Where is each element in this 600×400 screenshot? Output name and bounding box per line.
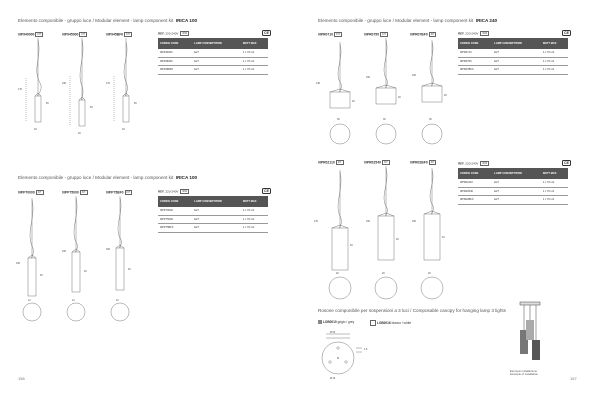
spec-table [458, 38, 568, 75]
product-code: 0IPR02110 KIT [318, 160, 342, 165]
svg-text:40: 40 [442, 236, 445, 239]
column-header: CODICE CODE [458, 38, 492, 49]
table-row: 0IPR02540 E27 1 x 70 mb [458, 187, 568, 196]
svg-text:20: 20 [382, 272, 385, 275]
kit-tag: KIT [336, 33, 340, 36]
kit-tag: KIT [126, 191, 131, 194]
svg-text:150: 150 [62, 250, 66, 253]
svg-text:20: 20 [444, 94, 447, 97]
svg-text:4.5: 4.5 [364, 348, 368, 351]
white-swatch-icon [370, 320, 376, 326]
spec-table [158, 38, 268, 75]
section-header [318, 18, 497, 23]
kit-tag: KIT [126, 33, 130, 36]
product-code: 0IP940000 KIT [18, 32, 42, 37]
header-text: Elemento componibile - gruppo luce / Modular element - lamp component kit [18, 175, 174, 180]
product-code: 0IPP75BF0 KIT [106, 190, 131, 195]
svg-text:20: 20 [336, 272, 339, 275]
table-row: 0IP940000 E27 1 x 70 mb [158, 49, 268, 57]
color-swatch-grey: LOB0010 grigio / grey [318, 320, 354, 324]
svg-text:170: 170 [106, 82, 110, 85]
table-row: 0IP945BF0 E27 1 x 70 mb [158, 66, 268, 75]
svg-text:20: 20 [122, 128, 125, 131]
svg-text:150: 150 [106, 248, 110, 251]
pendant-shape [532, 340, 540, 360]
svg-text:190: 190 [62, 82, 66, 85]
column-header: LAMP CONVERTITORI [192, 38, 241, 49]
kit-tag: KIT [337, 161, 342, 164]
svg-text:170: 170 [18, 88, 22, 91]
kit-tag: KIT [37, 33, 42, 36]
color-swatch-white: LOB0016 bianco / white [370, 320, 411, 326]
ce-mark: CE [264, 31, 269, 35]
svg-text:50: 50 [46, 102, 49, 105]
table-row: 0IPR02110 E27 1 x 70 mb [458, 179, 568, 187]
svg-text:20: 20 [398, 96, 401, 99]
kit-tag: KIT [37, 191, 42, 194]
product-code: 0IPR07BF0 KIT [410, 32, 435, 37]
voltage-info: REF. 220-240V IP20 [158, 31, 188, 36]
svg-text:40: 40 [84, 270, 87, 273]
canopy-drawing [320, 332, 380, 382]
svg-text:40: 40 [128, 268, 131, 271]
header-text: Elemento componibile - gruppo luce / Modular element - lamp component kit [318, 18, 474, 23]
svg-text:150: 150 [366, 220, 370, 223]
product-code: 0IPR0750 KIT [364, 32, 386, 37]
product-code: 0IP945000 KIT [62, 32, 86, 37]
section-header [18, 18, 197, 23]
column-header: LAMP CONVERTITORI [492, 38, 541, 49]
ce-mark: CE [564, 161, 569, 165]
header-text: Elemento componibile - gruppo luce / Modular element - lamp component kit [18, 18, 174, 23]
svg-text:12: 12 [28, 299, 31, 302]
svg-text:30: 30 [429, 118, 432, 121]
column-header: WATT MAX [541, 168, 568, 179]
ce-mark: CE [264, 189, 269, 193]
product-code: 0IPP75000 KIT [62, 190, 86, 195]
column-header: WATT MAX [241, 38, 268, 49]
product-code: 0IPP70000 KIT [18, 190, 42, 195]
kit-tag: KIT [81, 33, 86, 36]
installation-caption: Esempio installazione Example of installation [510, 369, 538, 377]
column-header: CODICE CODE [158, 196, 192, 207]
svg-text:140: 140 [316, 82, 320, 85]
table-row: 0IPR02BF0 E27 1 x 70 mb [458, 196, 568, 205]
svg-text:50: 50 [90, 106, 93, 109]
column-header: CODICE CODE [458, 168, 492, 179]
product-code: 0IP945BF0 KIT [106, 32, 130, 37]
kit-tag: KIT [382, 33, 386, 36]
grey-swatch-icon [318, 320, 322, 324]
table-row: 0IPP75BF0 E27 1 x 70 mb [158, 224, 268, 233]
header-model: IRICA 100 [175, 18, 198, 23]
page-number: 156 [18, 376, 25, 381]
svg-text:30: 30 [337, 118, 340, 121]
svg-text:20: 20 [78, 132, 81, 135]
svg-text:170: 170 [314, 220, 318, 223]
svg-text:30: 30 [383, 118, 386, 121]
column-header: LAMP CONVERTITORI [492, 168, 541, 179]
product-code: 0IPR02540 KIT [364, 160, 388, 165]
voltage-info: REF. 220-240V IP20 [458, 31, 488, 36]
svg-text:150: 150 [16, 262, 20, 265]
kit-tag: KIT [430, 33, 435, 36]
svg-text:150: 150 [366, 76, 370, 79]
product-code: 0IPR0710 KIT [318, 32, 340, 37]
svg-text:Ø 40: Ø 40 [330, 377, 336, 380]
table-row: 0IPP70000 E27 1 x 70 mb [158, 207, 268, 215]
svg-text:40: 40 [396, 238, 399, 241]
header-model: IRICA 100 [175, 175, 198, 180]
pendant-drawings [10, 38, 160, 148]
ce-mark: CE [564, 31, 569, 35]
column-header: LAMP CONVERTITORI [192, 196, 241, 207]
svg-text:50: 50 [134, 102, 137, 105]
svg-text:12: 12 [116, 299, 119, 302]
table-row: 0IPR07BF0 E27 1 x 70 mb [458, 66, 568, 75]
svg-text:40: 40 [40, 274, 43, 277]
table-row: 0IPR0750 E27 1 x 70 mb [458, 57, 568, 66]
kit-tag: KIT [81, 191, 86, 194]
kit-tag: KIT [430, 161, 435, 164]
svg-text:150: 150 [412, 220, 416, 223]
table-row: 0IPR0710 E27 1 x 70 mb [458, 49, 568, 57]
spec-table [458, 168, 568, 205]
svg-text:20: 20 [34, 128, 37, 131]
page-number: 157 [570, 376, 577, 381]
column-header: CODICE CODE [158, 38, 192, 49]
kit-tag: KIT [383, 161, 388, 164]
voltage-info: REF. 220-240V IP20 [158, 189, 188, 194]
svg-text:Ø 50: Ø 50 [330, 331, 336, 334]
svg-text:20: 20 [352, 100, 355, 103]
svg-text:40: 40 [350, 244, 353, 247]
spec-table [158, 196, 268, 233]
installation-example-drawing [508, 300, 558, 370]
right-page [300, 0, 600, 400]
column-header: WATT MAX [541, 38, 568, 49]
column-header: WATT MAX [241, 196, 268, 207]
pendant-drawings [310, 38, 460, 148]
header-model: IRICA 240 [475, 18, 498, 23]
product-code: 0IPR02BF0 KIT [410, 160, 435, 165]
table-row: 0IPP75000 E27 1 x 70 mb [158, 215, 268, 224]
pendant-drawings [10, 196, 160, 336]
canopy-title: Rosone componibile per sospensioni a 3 luci / Composable canopy for hanging lamp 3 lights [318, 308, 506, 313]
svg-text:150: 150 [412, 74, 416, 77]
pendant-shape [526, 320, 534, 340]
pendant-drawings [310, 166, 460, 306]
voltage-info: REF. 220-240V IP20 [458, 161, 488, 166]
svg-text:20: 20 [428, 272, 431, 275]
section-header [18, 175, 197, 180]
table-row: 0IP945000 E27 1 x 70 mb [158, 57, 268, 66]
svg-text:12: 12 [72, 299, 75, 302]
